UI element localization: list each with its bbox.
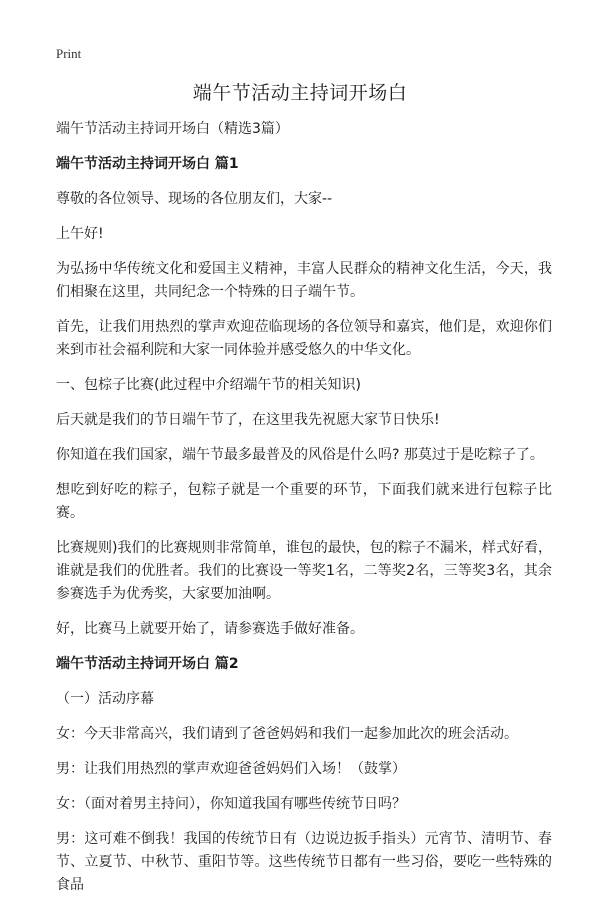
paragraph: 后天就是我们的节日端午节了，在这里我先祝愿大家节日快乐! [56, 412, 440, 428]
article-body [56, 118, 552, 909]
paragraph: 好，比赛马上就要开始了，请参赛选手做好准备。 [56, 621, 364, 637]
paragraph: 女：今天非常高兴，我们请到了爸爸妈妈和我们一起参加此次的班会活动。 [56, 726, 518, 742]
paragraph: 为弘扬中华传统文化和爱国主义精神，丰富人民群众的精神文化生活，今天，我们相聚在这里，共同纪念一个特殊的日子端午节。 [56, 261, 552, 300]
paragraph: 男：让我们用热烈的掌声欢迎爸爸妈妈们入场！（鼓掌） [56, 761, 406, 777]
print-link[interactable]: Print [56, 46, 82, 61]
page-title: 端午节活动主持词开场白 [192, 82, 408, 104]
paragraph: 一、包棕子比赛(此过程中介绍端午节的相关知识) [56, 377, 361, 393]
paragraph: 上午好! [56, 226, 104, 242]
paragraph: （一）活动序幕 [56, 691, 154, 707]
paragraph: 你知道在我们国家，端午节最多最普及的风俗是什么吗? 那莫过于是吃粽子了。 [56, 447, 544, 463]
paragraph: 比赛规则)我们的比赛规则非常简单，谁包的最快，包的粽子不漏米，样式好看，谁就是我们的优胜者。我们的比赛设一等奖1名，二等奖2名，三等奖3名，其余参赛选手为优秀奖，大家要加油啊。 [56, 540, 552, 602]
paragraph: 想吃到好吃的粽子，包粽子就是一个重要的环节，下面我们就来进行包粽子比赛。 [56, 482, 552, 521]
article-subtitle: 端午节活动主持词开场白（精选3篇） [56, 121, 289, 137]
paragraph: 尊敬的各位领导、现场的各位朋友们，大家-- [56, 191, 333, 207]
section-heading: 端午节活动主持词开场白 篇1 [56, 156, 239, 172]
section-heading: 端午节活动主持词开场白 篇2 [56, 656, 239, 672]
paragraph: 女：（面对着男主持问），你知道我国有哪些传统节日吗？ [56, 796, 406, 812]
paragraph: 男：这可难不倒我！我国的传统节日有（边说边扳手指头）元宵节、清明节、春节、立夏节、中秋节、重阳节等。这些传统节日都有一些习俗，要吃一些特殊的食品 [56, 831, 552, 893]
paragraph: 首先，让我们用热烈的掌声欢迎莅临现场的各位领导和嘉宾，他们是，欢迎你们来到市社会福利院和大家一同体验并感受悠久的中华文化。 [56, 319, 552, 358]
